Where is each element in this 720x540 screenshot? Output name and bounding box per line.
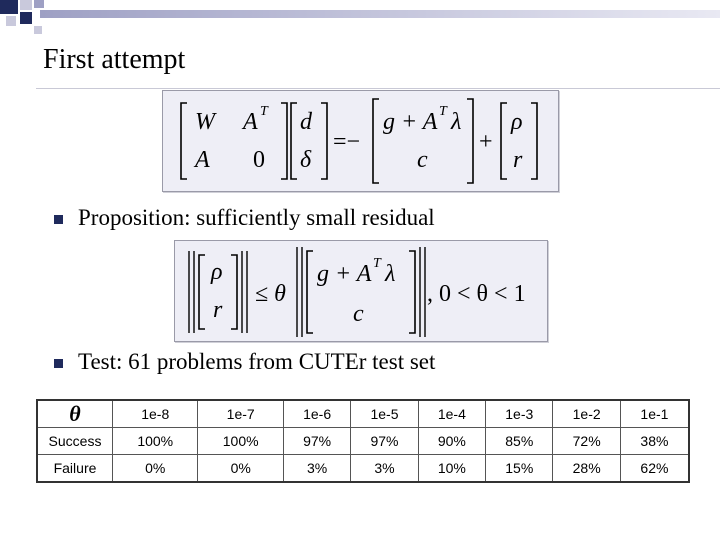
corner-square-light [20, 0, 32, 10]
table-cell: 3% [283, 455, 350, 483]
corner-square-light [6, 16, 16, 26]
table-cell: 38% [620, 428, 689, 455]
table-cell: 28% [553, 455, 620, 483]
plus-sign: + [479, 129, 493, 155]
bracket-right [531, 103, 537, 179]
table-cell: 97% [351, 428, 418, 455]
residual-rho: ρ [511, 109, 523, 135]
bracket-left [181, 103, 187, 179]
cond-g-plus-a: g + A [317, 261, 372, 287]
table-cell: 97% [283, 428, 350, 455]
table-cell: 90% [418, 428, 485, 455]
bracket-left [291, 103, 297, 179]
cond-transpose: T [373, 256, 381, 271]
table-cell: 85% [486, 428, 553, 455]
bracket-right [467, 99, 473, 183]
unknown-delta: δ [300, 147, 312, 173]
bracket-left [307, 251, 313, 333]
table-row [37, 455, 689, 483]
equals-minus: =− [333, 129, 361, 155]
results-table [36, 399, 690, 483]
header-cell: 1e-6 [283, 400, 350, 428]
row-label-failure: Failure [37, 455, 113, 483]
theta-range: , 0 < θ < 1 [427, 281, 526, 307]
matrix-w: W [195, 109, 215, 135]
table-cell: 0% [198, 455, 283, 483]
bracket-right [409, 251, 415, 333]
kkt-system-equation [162, 90, 559, 192]
slide-title: First attempt [43, 44, 186, 75]
bullet-test-set: Test: 61 problems from CUTEr test set [78, 349, 436, 374]
table-cell: 15% [486, 455, 553, 483]
matrix-a-top: A [243, 109, 258, 135]
table-cell: 3% [351, 455, 418, 483]
table-cell: 62% [620, 455, 689, 483]
corner-square-light [34, 0, 44, 8]
bracket-left [373, 99, 379, 183]
rhs-g-plus-a: g + A [383, 109, 438, 135]
header-cell: 1e-2 [553, 400, 620, 428]
bracket-right [281, 103, 287, 179]
table-row [37, 428, 689, 455]
rhs-c: c [417, 147, 428, 173]
bracket-left [501, 103, 507, 179]
header-cell: 1e-8 [113, 400, 198, 428]
bullet-proposition: Proposition: sufficiently small residual [78, 205, 435, 230]
unknown-d: d [300, 109, 312, 135]
theta-symbol: θ [69, 401, 81, 426]
table-cell: 72% [553, 428, 620, 455]
table-cell: 100% [113, 428, 198, 455]
kkt-system-svg [163, 91, 558, 191]
bracket-left [199, 255, 205, 329]
residual-condition-equation [174, 240, 548, 342]
bracket-right [321, 103, 327, 179]
corner-square-dark [0, 0, 18, 14]
matrix-zero: 0 [253, 147, 265, 173]
rhs-lambda: λ [451, 109, 462, 135]
matrix-transpose: T [260, 104, 268, 119]
table-header-row [37, 400, 689, 428]
row-label-success: Success [37, 428, 113, 455]
header-cell: 1e-5 [351, 400, 418, 428]
corner-square-light [34, 26, 42, 34]
title-divider [36, 88, 720, 89]
header-cell: 1e-3 [486, 400, 553, 428]
le-theta: ≤ θ [255, 281, 286, 307]
top-gradient-bar [40, 10, 720, 18]
table-cell: 100% [198, 428, 283, 455]
matrix-a: A [195, 147, 210, 173]
header-cell: 1e-1 [620, 400, 689, 428]
bullet-marker [54, 359, 63, 368]
rhs-transpose: T [439, 104, 447, 119]
cond-c: c [353, 301, 364, 327]
residual-r: r [513, 147, 523, 173]
residual-condition-svg [175, 241, 547, 341]
corner-square-dark [20, 12, 32, 24]
cond-lambda: λ [385, 261, 396, 287]
bullet-marker [54, 215, 63, 224]
header-cell: 1e-7 [198, 400, 283, 428]
table-cell: 10% [418, 455, 485, 483]
cond-rho: ρ [211, 259, 223, 285]
table-cell: 0% [113, 455, 198, 483]
cond-r: r [213, 297, 223, 323]
header-theta [37, 400, 113, 428]
header-cell: 1e-4 [418, 400, 485, 428]
bracket-right [231, 255, 237, 329]
